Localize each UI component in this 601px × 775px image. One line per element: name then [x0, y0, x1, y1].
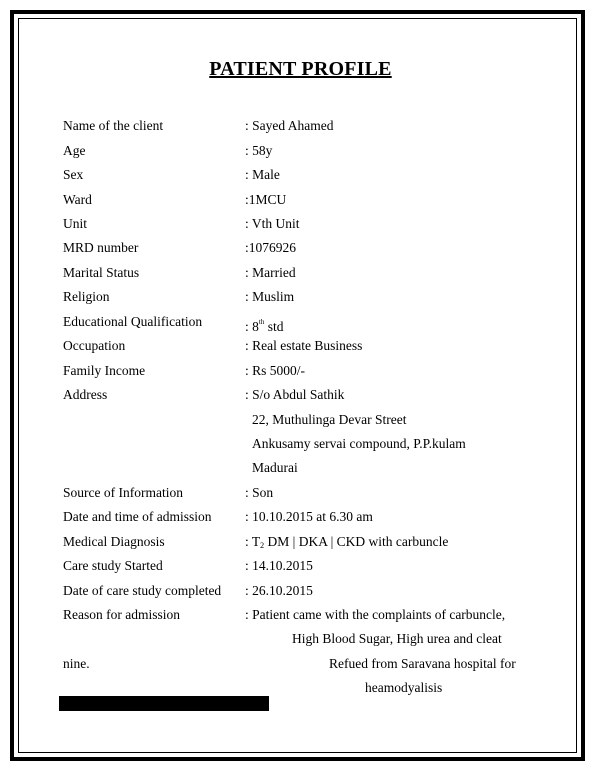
field-label: Educational Qualification — [63, 314, 203, 329]
field-value: : 26.10.2015 — [245, 583, 313, 598]
field-label: Marital Status — [63, 265, 140, 280]
field-label: Occupation — [63, 338, 126, 353]
field-label: Medical Diagnosis — [63, 534, 165, 549]
field-label: Religion — [63, 289, 110, 304]
field-value: : Muslim — [245, 289, 295, 304]
field-value: : 14.10.2015 — [245, 558, 313, 573]
field-value: : S/o Abdul Sathik — [245, 387, 345, 402]
field-value: : Married — [245, 265, 296, 280]
field-label: Reason for admission — [63, 607, 180, 622]
field-value: : Rs 5000/- — [245, 363, 306, 378]
field-value: : Sayed Ahamed — [245, 118, 334, 133]
field-value: : Male — [245, 167, 280, 182]
field-label: Name of the client — [63, 118, 164, 133]
field-label: Date and time of admission — [63, 509, 212, 524]
field-value: :1076926 — [245, 240, 297, 255]
redaction-bar — [59, 696, 269, 711]
field-value: :1MCU — [245, 192, 287, 207]
field-value: : 8th std — [245, 318, 284, 334]
field-label: MRD number — [63, 240, 139, 255]
field-label: Sex — [63, 167, 84, 182]
field-value: : Real estate Business — [245, 338, 363, 353]
field-label: Date of care study completed — [63, 583, 222, 598]
page-title: PATIENT PROFILE — [209, 58, 392, 80]
field-label: Family Income — [63, 363, 146, 378]
field-value: : 10.10.2015 at 6.30 am — [245, 509, 373, 524]
field-label: Care study Started — [63, 558, 163, 573]
field-label: Ward — [63, 192, 92, 207]
field-value: : 58y — [245, 143, 273, 158]
field-value: : Patient came with the complaints of carbuncle, — [245, 607, 506, 622]
field-value: : Son — [245, 485, 274, 500]
field-label: Source of Information — [63, 485, 183, 500]
field-label: Age — [63, 143, 86, 158]
field-label: Address — [63, 387, 108, 402]
field-value: : Vth Unit — [245, 216, 300, 231]
field-value: : $T_2$ DM | DKA | CKD with carbuncle — [245, 534, 449, 550]
field-label: Unit — [63, 216, 88, 231]
